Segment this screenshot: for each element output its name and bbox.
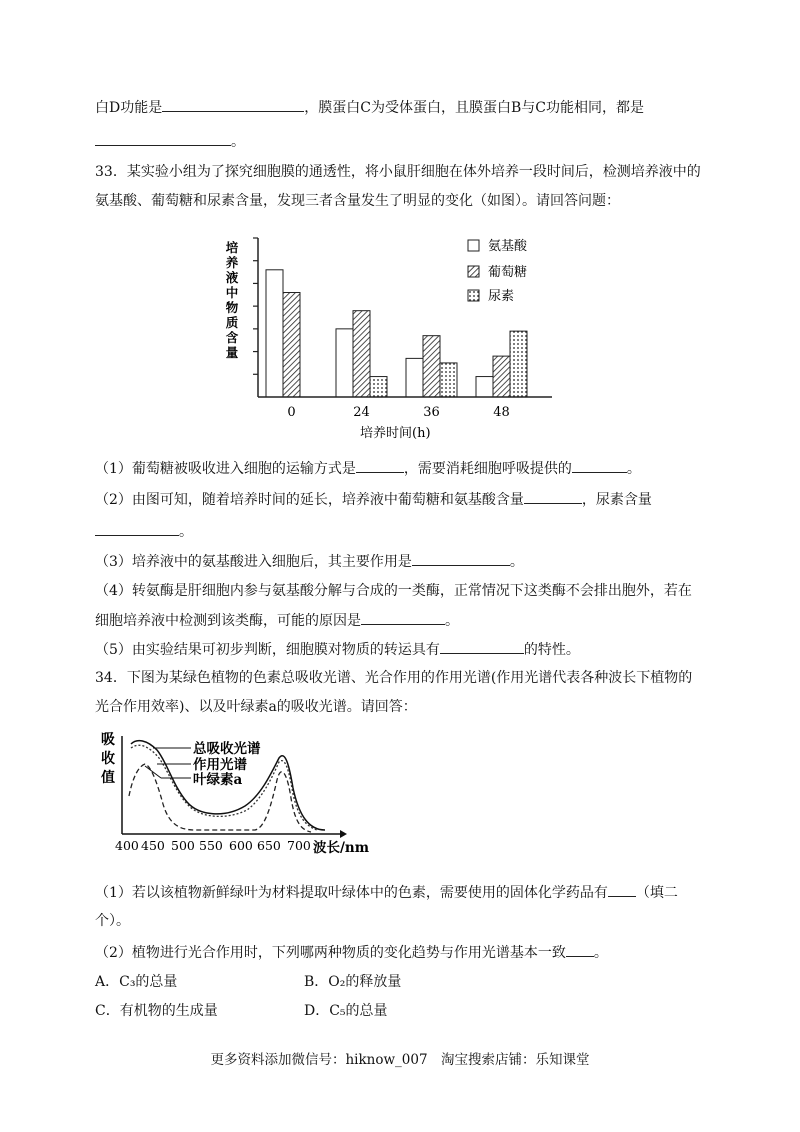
legend-action-spectrum: 作用光谱 [193,757,247,773]
absorption-spectrum-figure [95,726,385,856]
option-c: C．有机物的生成量 [95,1003,218,1019]
legend-swatch-urea [468,290,479,301]
q34-sub-2: （2）植物进行光合作用时，下列哪两种物质的变化趋势与作用光谱基本一致 。 [95,942,608,963]
q33-sub-1: （1）葡萄糖被吸收进入细胞的运输方式是 ，需要消耗细胞呼吸提供的 。 [95,458,641,479]
tick-450: 450 [141,838,165,853]
bar-glucose-48 [493,356,510,397]
bar-amino-24 [336,329,353,397]
legend-label-urea: 尿素 [488,289,515,304]
answer-blank[interactable] [95,521,179,536]
option-a: A．C₃的总量 [95,974,178,990]
legend-label-glucose: 葡萄糖 [488,265,528,280]
y-label-char: 养 [225,255,239,270]
bar-urea-24 [370,377,387,397]
x-axis-arrow [340,830,347,838]
legend-chlorophyll-a: 叶绿素a [193,772,243,788]
q34-stem-line-2: 光合作用效率)、以及叶绿素a的吸收光谱。请回答： [95,699,417,715]
y-label-char: 液 [225,270,239,285]
q33-stem-line-1: 33．某实验小组为了探究细胞膜的通透性，将小鼠肝细胞在体外培养一段时间后，检测培养液中的 [95,164,701,180]
bar-glucose-0 [283,293,300,397]
q33-sub-4-line-1: （4）转氨酶是肝细胞内参与氨基酸分解与合成的一类酶，正常情况下这类酶不会排出胞外，若在 [95,583,692,599]
x-axis-label: 培养时间(h) [360,426,431,441]
answer-blank[interactable] [412,551,510,566]
q34-sub-1-cont: 个）。 [95,913,130,929]
legend-swatch-amino [468,240,479,251]
q33-sub-3: （3）培养液中的氨基酸进入细胞后，其主要作用是 。 [95,551,524,572]
y-label-char: 量 [225,345,239,360]
spectrum-ylabel-3: 值 [101,770,115,786]
footer-note: 更多资料添加微信号：hiknow_007 淘宝搜索店铺：乐知课堂 [210,1052,590,1068]
q32-line-1: 白D功能是 ，膜蛋白C为受体蛋白，且膜蛋白B与C功能相同，都是 [95,97,644,118]
q33-sub-2: （2）由图可知，随着培养时间的延长，培养液中葡萄糖和氨基酸含量 ，尿素含量 [95,489,652,510]
legend-swatch-glucose [468,266,479,277]
y-label-char: 含 [225,330,239,345]
y-label-char: 物 [225,300,239,315]
spectrum-ylabel-2: 收 [101,751,115,767]
answer-blank[interactable] [572,458,627,473]
answer-blank[interactable] [361,610,445,625]
y-axis-label [226,240,239,360]
x-tick-0: 0 [287,405,296,420]
x-tick-24: 24 [353,405,370,420]
bar-urea-36 [440,363,457,397]
bar-urea-48 [510,331,527,397]
spectrum-xlabel: 波长/nm [313,840,370,856]
y-label-char: 培 [225,240,239,255]
q33-stem-line-2: 氨基酸、葡萄糖和尿素含量，发现三者含量发生了明显的变化（如图）。请回答问题： [95,193,620,209]
bar-amino-48 [476,377,493,397]
tick-400: 400 [115,838,139,853]
q33-sub-5: （5）由实验结果可初步判断，细胞膜对物质的转运具有 的特性。 [95,639,580,660]
answer-blank[interactable] [356,458,404,473]
pointer-chla [145,766,161,778]
x-tick-48: 48 [493,405,510,420]
bar-glucose-24 [353,311,370,397]
bar-chart [220,226,565,444]
bar-glucose-36 [423,336,440,397]
answer-blank[interactable] [162,97,304,112]
legend [468,239,528,304]
tick-500: 500 [171,838,195,853]
answer-blank[interactable] [608,882,636,897]
tick-600: 600 [229,838,253,853]
bar-amino-0 [266,270,283,397]
answer-blank[interactable] [524,489,582,504]
option-b: B．O₂的释放量 [304,974,402,990]
tick-700: 700 [287,838,311,853]
option-d: D．C₅的总量 [304,1003,388,1019]
q34-stem-line-1: 34．下图为某绿色植物的色素总吸收光谱、光合作用的作用光谱(作用光谱代表各种波长下植物的 [95,670,693,686]
q33-sub-4-line-2: 细胞培养液中检测到该类酶，可能的原因是 。 [95,610,459,631]
answer-blank[interactable] [95,131,231,146]
answer-blank[interactable] [566,942,594,957]
legend-total-absorption: 总吸收光谱 [193,741,261,757]
tick-550: 550 [199,838,223,853]
x-tick-36: 36 [423,405,440,420]
answer-blank[interactable] [440,639,524,654]
tick-650: 650 [257,838,281,853]
y-label-char: 中 [225,285,239,300]
spectrum-ylabel-1: 吸 [101,732,115,748]
q32-line-2: 。 [95,131,245,152]
legend-label-amino: 氨基酸 [488,239,528,254]
bar-amino-36 [406,358,423,397]
q33-sub-2-cont: 。 [95,521,193,542]
q34-sub-1: （1）若以该植物新鲜绿叶为材料提取叶绿体中的色素，需要使用的固体化学药品有 （填二 [95,882,678,903]
y-label-char: 质 [225,315,239,330]
